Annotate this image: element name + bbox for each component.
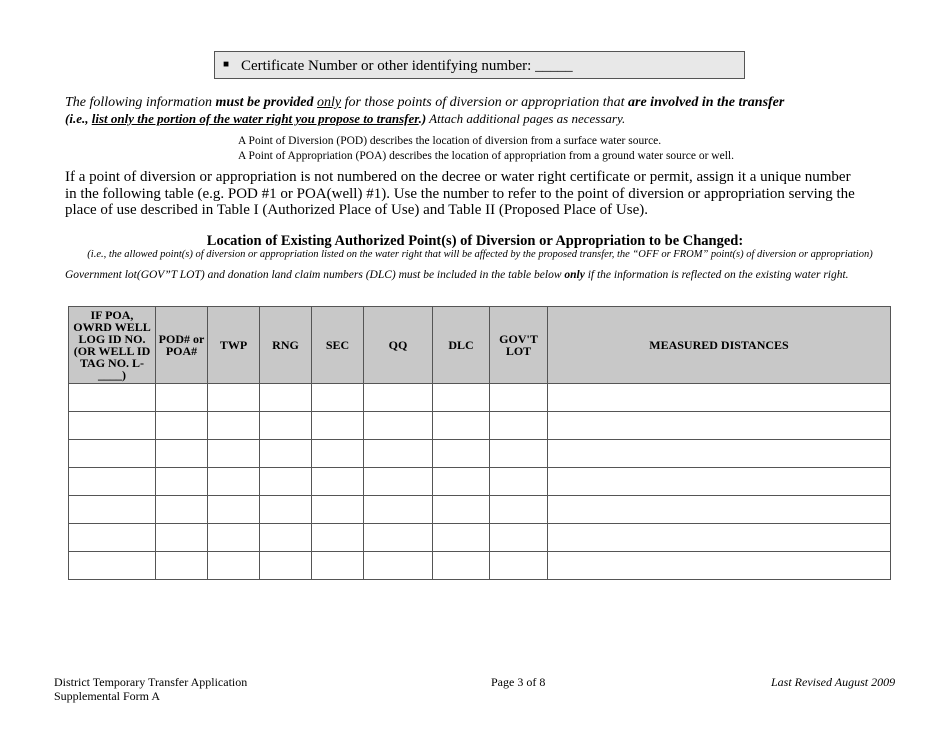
table-cell[interactable] — [490, 524, 548, 552]
table-cell[interactable] — [156, 440, 208, 468]
govlot-note: Government lot(GOV”T LOT) and donation land claim numbers (DLC) must be included in the table below only if the information is reflected on the existing water right. — [65, 269, 849, 281]
numbering-paragraph: If a point of diversion or appropriation is not numbered on the decree or water right certificate or permit, assign it a unique number in the following table (e.g. POD #1 or POA(well) #1). Use the number to refer to the point of diversion or appropriation serving the place of use described in Table I (Authorized Place of Use) and Table II (Proposed Place of Use). — [65, 169, 855, 219]
table-cell[interactable] — [548, 552, 891, 580]
table-cell[interactable] — [312, 412, 364, 440]
table-cell[interactable] — [548, 524, 891, 552]
table-cell[interactable] — [548, 384, 891, 412]
table-cell[interactable] — [490, 440, 548, 468]
table-cell[interactable] — [208, 440, 260, 468]
table-cell[interactable] — [260, 552, 312, 580]
table-row — [69, 524, 891, 552]
table-cell[interactable] — [260, 524, 312, 552]
instructions-block — [65, 95, 895, 127]
table-cell[interactable] — [260, 384, 312, 412]
table-row — [69, 440, 891, 468]
table-cell[interactable] — [260, 440, 312, 468]
header-measured-distances: MEASURED DISTANCES — [548, 307, 891, 384]
table-cell[interactable] — [433, 384, 490, 412]
table-cell[interactable] — [69, 496, 156, 524]
table-cell[interactable] — [312, 552, 364, 580]
section-subtitle: (i.e., the allowed point(s) of diversion or appropriation listed on the water right that will be affected by the proposed transfer, the “OFF or FROM” point(s) of diversion or appropriation) — [87, 249, 873, 260]
footer-page-number: Page 3 of 8 — [491, 675, 546, 689]
table-cell[interactable] — [208, 384, 260, 412]
pod-definition: A Point of Diversion (POD) describes the location of diversion from a surface water source. — [238, 135, 662, 147]
table-cell[interactable] — [69, 468, 156, 496]
table-cell[interactable] — [548, 412, 891, 440]
table-cell[interactable] — [69, 412, 156, 440]
table-cell[interactable] — [490, 496, 548, 524]
table-cell[interactable] — [260, 496, 312, 524]
table-cell[interactable] — [490, 412, 548, 440]
table-cell[interactable] — [312, 524, 364, 552]
table-cell[interactable] — [208, 552, 260, 580]
table-cell[interactable] — [364, 384, 433, 412]
header-sec: SEC — [312, 307, 364, 384]
table-cell[interactable] — [208, 412, 260, 440]
certificate-number-label: Certificate Number or other identifying number: _____ — [241, 58, 573, 74]
header-rng: RNG — [260, 307, 312, 384]
instructions-line-1: The following information must be provided only for those points of diversion or appropriation that are involved in the transfer — [65, 95, 785, 110]
table-cell[interactable] — [156, 524, 208, 552]
table-cell[interactable] — [312, 496, 364, 524]
table-cell[interactable] — [433, 412, 490, 440]
table-cell[interactable] — [208, 524, 260, 552]
table-cell[interactable] — [312, 440, 364, 468]
table-cell[interactable] — [364, 524, 433, 552]
table-row — [69, 496, 891, 524]
table-cell[interactable] — [433, 552, 490, 580]
poa-definition: A Point of Appropriation (POA) describes the location of appropriation from a ground water source or well. — [238, 150, 734, 162]
table-cell[interactable] — [490, 552, 548, 580]
table-row — [69, 384, 891, 412]
table-cell[interactable] — [433, 440, 490, 468]
table-cell[interactable] — [548, 496, 891, 524]
table-cell[interactable] — [364, 552, 433, 580]
table-cell[interactable] — [312, 468, 364, 496]
table-cell[interactable] — [208, 496, 260, 524]
table-cell[interactable] — [260, 412, 312, 440]
table-cell[interactable] — [490, 468, 548, 496]
table-cell[interactable] — [364, 412, 433, 440]
table-cell[interactable] — [156, 412, 208, 440]
header-dlc: DLC — [433, 307, 490, 384]
table-cell[interactable] — [69, 384, 156, 412]
table-cell[interactable] — [208, 468, 260, 496]
bullet-icon: ■ — [223, 58, 230, 70]
header-twp: TWP — [208, 307, 260, 384]
table-cell[interactable] — [433, 524, 490, 552]
certificate-number-box — [214, 51, 745, 79]
table-row — [69, 412, 891, 440]
section-title: Location of Existing Authorized Point(s) of Diversion or Appropriation to be Changed: — [206, 233, 744, 249]
table-cell[interactable] — [69, 440, 156, 468]
table-cell[interactable] — [156, 496, 208, 524]
table-cell[interactable] — [364, 468, 433, 496]
table-cell[interactable] — [156, 468, 208, 496]
table-cell[interactable] — [69, 524, 156, 552]
table-cell[interactable] — [490, 384, 548, 412]
instructions-line-2: (i.e., list only the portion of the water right you propose to transfer.) Attach additional pages as necessary. — [65, 111, 626, 126]
table-cell[interactable] — [364, 440, 433, 468]
header-pod-poa: POD# or POA# — [156, 307, 208, 384]
table-cell[interactable] — [364, 496, 433, 524]
table-cell[interactable] — [69, 552, 156, 580]
table-cell[interactable] — [260, 468, 312, 496]
points-table — [68, 306, 891, 580]
table-cell[interactable] — [433, 468, 490, 496]
table-cell[interactable] — [156, 384, 208, 412]
header-govlot: GOV'T LOT — [490, 307, 548, 384]
footer-revised-date: Last Revised August 2009 — [771, 675, 896, 689]
footer-form-name: District Temporary Transfer Application Supplemental Form A — [54, 675, 248, 703]
table-cell[interactable] — [548, 440, 891, 468]
table-row — [69, 552, 891, 580]
table-cell[interactable] — [433, 496, 490, 524]
definitions — [238, 134, 734, 164]
header-poa-well-id: IF POA, OWRD WELL LOG ID NO. (OR WELL ID TAG NO. L-____) — [69, 307, 156, 384]
table-cell[interactable] — [156, 552, 208, 580]
table-cell[interactable] — [312, 384, 364, 412]
table-cell[interactable] — [548, 468, 891, 496]
table-row — [69, 468, 891, 496]
header-qq: QQ — [364, 307, 433, 384]
